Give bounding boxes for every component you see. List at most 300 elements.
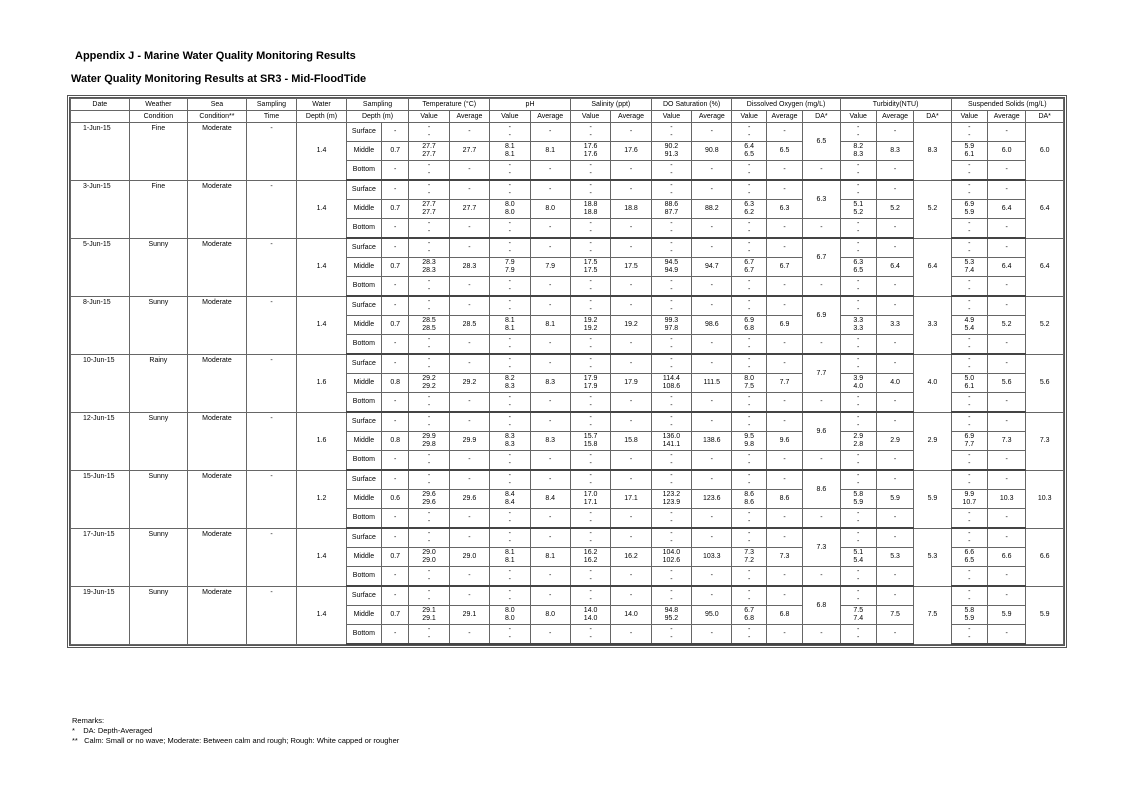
- cell-do-value: [732, 432, 766, 451]
- cell-temperature-average: -: [449, 412, 489, 432]
- cell-ph-average: -: [530, 393, 570, 413]
- cell-do-average: 7.7: [766, 374, 802, 393]
- cell-ss-value: [951, 606, 987, 625]
- cell-turbidity-value-line: 6.3: [853, 259, 864, 266]
- cell-turbidity-value-line: -: [857, 394, 860, 401]
- cell-ss-value-line: -: [968, 576, 971, 583]
- cell-turbidity-value-line: -: [857, 190, 860, 197]
- cell-do-value-line: -: [747, 298, 751, 305]
- cell-salinity-value-line: -: [589, 364, 592, 371]
- cell-turbidity-da: 8.3: [914, 123, 951, 181]
- cell-do-value-line: -: [747, 596, 751, 603]
- cell-do-saturation-value: [651, 316, 691, 335]
- cell-temperature-value-line: 29.1: [422, 607, 436, 614]
- cell-ss-value-line: 6.1: [964, 151, 975, 158]
- cell-do-value-line: 8.6: [744, 491, 755, 498]
- cell-salinity-value-line: -: [589, 356, 592, 363]
- header-do-average: Average: [766, 111, 802, 123]
- cell-temperature-value-line: 28.3: [422, 267, 436, 274]
- cell-do-saturation-average: -: [692, 528, 732, 548]
- cell-ss-average: -: [987, 335, 1025, 355]
- cell-turbidity-value-line: -: [857, 306, 860, 313]
- cell-do-da-bottom: -: [803, 277, 840, 297]
- cell-turbidity-average: -: [876, 123, 913, 142]
- cell-salinity-value-line: -: [589, 402, 592, 409]
- cell-ss-value-line: -: [968, 298, 971, 305]
- cell-do-saturation-value: [651, 374, 691, 393]
- cell-do-value: [732, 200, 766, 219]
- cell-ss-value: [951, 258, 987, 277]
- cell-ss-average: -: [987, 161, 1025, 181]
- cell-temperature-average: -: [449, 219, 489, 239]
- cell-turbidity-average: -: [876, 296, 913, 316]
- cell-ss-value-line: -: [968, 596, 971, 603]
- cell-temperature-value: [409, 354, 449, 374]
- cell-date: 3-Jun-15: [71, 180, 130, 238]
- cell-ph-value-line: 8.1: [504, 151, 515, 158]
- cell-turbidity-value-line: 5.8: [853, 491, 864, 498]
- cell-do-saturation-average: 123.6: [692, 490, 732, 509]
- cell-do-saturation-value-line: -: [670, 356, 673, 363]
- cell-salinity-average: -: [611, 354, 651, 374]
- cell-do-saturation-value: [651, 586, 691, 606]
- cell-turbidity-value: [840, 548, 876, 567]
- cell-do-saturation-value: [651, 509, 691, 529]
- cell-salinity-value-line: 17.9: [583, 383, 598, 390]
- cell-salinity-value-line: 17.1: [583, 499, 598, 506]
- header-salinity-average: Average: [611, 111, 651, 123]
- cell-salinity-value: [570, 335, 610, 355]
- cell-ss-da: 10.3: [1026, 470, 1064, 528]
- cell-ss-value-line: 6.9: [964, 433, 975, 440]
- header-do-value: Value: [732, 111, 766, 123]
- cell-ph-value-line: 8.4: [504, 491, 515, 498]
- cell-turbidity-value-line: -: [857, 452, 860, 459]
- cell-salinity-average: 16.2: [611, 548, 651, 567]
- cell-do-saturation-value-line: -: [670, 460, 673, 467]
- cell-do-value-line: -: [747, 472, 751, 479]
- cell-ss-average: -: [987, 625, 1025, 645]
- cell-turbidity-value: [840, 625, 876, 645]
- cell-do-saturation-value: [651, 354, 691, 374]
- header-do-saturation: DO Saturation (%): [651, 99, 732, 111]
- cell-ph-value: [490, 296, 530, 316]
- cell-do-value: [732, 296, 766, 316]
- cell-do-value: [732, 335, 766, 355]
- cell-ph-average: 8.1: [530, 316, 570, 335]
- cell-salinity-value: [570, 606, 610, 625]
- cell-ss-value-line: -: [968, 422, 971, 429]
- cell-turbidity-value-line: -: [857, 480, 860, 487]
- cell-weather: Fine: [129, 123, 188, 181]
- cell-salinity-average: -: [611, 180, 651, 200]
- cell-salinity-average: -: [611, 219, 651, 239]
- cell-turbidity-average: -: [876, 277, 913, 297]
- cell-turbidity-value-line: -: [857, 356, 860, 363]
- cell-turbidity-value-line: 7.4: [853, 615, 864, 622]
- cell-temperature-value-line: -: [427, 132, 431, 139]
- cell-weather: Sunny: [129, 470, 188, 528]
- cell-do-average: -: [766, 625, 802, 645]
- cell-do-saturation-value-line: 104.0: [662, 549, 681, 556]
- cell-ss-value-line: -: [968, 124, 971, 131]
- cell-ph-value: [490, 374, 530, 393]
- cell-do-value-line: -: [747, 480, 751, 487]
- cell-turbidity-value-line: -: [857, 220, 860, 227]
- cell-temperature-value: [409, 451, 449, 471]
- cell-do-value: [732, 490, 766, 509]
- cell-ss-value-line: -: [968, 278, 971, 285]
- cell-do-saturation-value-line: 91.3: [664, 151, 679, 158]
- cell-temperature-value: [409, 528, 449, 548]
- cell-temperature-value-line: -: [427, 518, 431, 525]
- cell-ph-value-line: -: [508, 452, 511, 459]
- cell-ph-value-line: -: [508, 132, 511, 139]
- cell-do-value-line: 8.0: [744, 375, 755, 382]
- cell-do-average: -: [766, 161, 802, 181]
- cell-turbidity-value: [840, 238, 876, 258]
- cell-do-saturation-average: -: [692, 219, 732, 239]
- cell-ph-average: 8.1: [530, 142, 570, 161]
- cell-ss-average: 6.6: [987, 548, 1025, 567]
- cell-ss-value: [951, 470, 987, 490]
- cell-ph-value: [490, 200, 530, 219]
- cell-do-value-line: -: [747, 518, 751, 525]
- cell-salinity-value-line: -: [589, 422, 592, 429]
- cell-turbidity-average: 5.9: [876, 490, 913, 509]
- cell-do-saturation-value-line: -: [670, 634, 673, 641]
- cell-salinity-value: [570, 490, 610, 509]
- cell-do-saturation-value-line: -: [670, 248, 673, 255]
- cell-do-saturation-average: 88.2: [692, 200, 732, 219]
- cell-temperature-value: [409, 625, 449, 645]
- cell-salinity-value-line: -: [589, 306, 592, 313]
- cell-salinity-value-line: 14.0: [583, 607, 598, 614]
- cell-turbidity-value: [840, 451, 876, 471]
- cell-turbidity-average: -: [876, 567, 913, 587]
- cell-do-average: 6.8: [766, 606, 802, 625]
- cell-sampling-depth: -: [382, 354, 409, 374]
- cell-temperature-value: [409, 490, 449, 509]
- cell-ss-value-line: -: [968, 472, 971, 479]
- cell-sea-condition: Moderate: [188, 354, 247, 412]
- cell-do-da: 6.7: [803, 238, 840, 277]
- cell-temperature-value-line: 29.6: [422, 499, 436, 506]
- cell-ss-value-line: -: [968, 626, 971, 633]
- cell-salinity-value-line: -: [589, 248, 592, 255]
- cell-turbidity-value-line: -: [857, 278, 860, 285]
- cell-do-average: -: [766, 567, 802, 587]
- cell-ph-value-line: -: [508, 596, 511, 603]
- cell-ph-value: [490, 509, 530, 529]
- cell-turbidity-value-line: 3.9: [853, 375, 864, 382]
- cell-turbidity-value: [840, 296, 876, 316]
- cell-salinity-value-line: -: [589, 530, 592, 537]
- cell-turbidity-da: 5.2: [914, 180, 951, 238]
- cell-turbidity-average: -: [876, 586, 913, 606]
- cell-do-saturation-value-line: -: [670, 306, 673, 313]
- header-time: Time: [246, 111, 297, 123]
- cell-ss-average: -: [987, 219, 1025, 239]
- cell-do-saturation-value-line: -: [670, 220, 673, 227]
- cell-temperature-average: -: [449, 277, 489, 297]
- cell-ph-average: -: [530, 567, 570, 587]
- table-row: [71, 296, 1064, 316]
- table-row: [71, 412, 1064, 432]
- cell-do-saturation-value: [651, 296, 691, 316]
- cell-turbidity-value-line: -: [857, 626, 860, 633]
- cell-do-value: [732, 567, 766, 587]
- cell-sampling-depth: 0.7: [382, 258, 409, 277]
- cell-do-saturation-average: 111.5: [692, 374, 732, 393]
- cell-do-saturation-average: -: [692, 625, 732, 645]
- cell-do-saturation-value-line: -: [670, 124, 673, 131]
- cell-turbidity-value: [840, 374, 876, 393]
- cell-do-saturation-average: -: [692, 586, 732, 606]
- cell-salinity-average: -: [611, 123, 651, 142]
- cell-salinity-value-line: 15.8: [583, 441, 598, 448]
- cell-temperature-value: [409, 393, 449, 413]
- cell-do-saturation-value-line: -: [670, 472, 673, 479]
- cell-turbidity-da: 3.3: [914, 296, 951, 354]
- cell-ph-value-line: 7.9: [504, 259, 515, 266]
- cell-turbidity-value-line: -: [857, 240, 860, 247]
- cell-temperature-average: 28.3: [449, 258, 489, 277]
- cell-ph-average: -: [530, 451, 570, 471]
- cell-temperature-value-line: -: [427, 634, 431, 641]
- cell-ss-value: [951, 200, 987, 219]
- cell-do-saturation-value-line: -: [670, 588, 673, 595]
- cell-do-value-line: -: [747, 634, 751, 641]
- cell-do-value-line: 6.8: [744, 615, 755, 622]
- cell-temperature-average: -: [449, 238, 489, 258]
- cell-salinity-value: [570, 161, 610, 181]
- cell-do-saturation-value-line: 99.3: [664, 317, 679, 324]
- cell-ph-average: -: [530, 277, 570, 297]
- cell-do-saturation-value-line: -: [670, 240, 673, 247]
- cell-ss-value-line: -: [968, 402, 971, 409]
- cell-temperature-value-line: -: [427, 460, 431, 467]
- cell-date: 10-Jun-15: [71, 354, 130, 412]
- cell-do-value-line: -: [747, 228, 751, 235]
- cell-do-average: -: [766, 412, 802, 432]
- header-dos-average: Average: [692, 111, 732, 123]
- cell-ph-value-line: 8.3: [504, 433, 515, 440]
- cell-temperature-value-line: -: [427, 422, 431, 429]
- cell-do-value-line: -: [747, 170, 751, 177]
- cell-temperature-value-line: -: [427, 306, 431, 313]
- table-row: [71, 123, 1064, 142]
- cell-ss-value-line: 5.4: [964, 325, 975, 332]
- cell-ph-average: -: [530, 412, 570, 432]
- cell-temperature-average: -: [449, 335, 489, 355]
- cell-do-average: -: [766, 277, 802, 297]
- cell-sampling-depth: -: [382, 123, 409, 142]
- cell-turbidity-value: [840, 393, 876, 413]
- header-water-depth-unit: Depth (m): [297, 111, 346, 123]
- cell-do-average: 6.5: [766, 142, 802, 161]
- cell-ss-value: [951, 567, 987, 587]
- cell-do-saturation-value-line: -: [670, 414, 673, 421]
- cell-weather: Sunny: [129, 238, 188, 296]
- cell-do-saturation-value: [651, 567, 691, 587]
- cell-turbidity-value: [840, 412, 876, 432]
- cell-level: Middle: [346, 548, 381, 567]
- cell-do-saturation-value-line: 95.2: [664, 615, 679, 622]
- cell-do-value-line: -: [747, 568, 751, 575]
- cell-salinity-value-line: 18.8: [583, 201, 598, 208]
- cell-salinity-value-line: -: [589, 472, 592, 479]
- cell-water-depth: 1.6: [297, 412, 346, 470]
- cell-do-value: [732, 393, 766, 413]
- cell-level: Middle: [346, 142, 381, 161]
- appendix-title: Appendix J - Marine Water Quality Monitoring Results: [75, 50, 356, 62]
- cell-turbidity-value-line: -: [857, 402, 860, 409]
- cell-salinity-value-line: -: [589, 286, 592, 293]
- cell-ph-value-line: 8.1: [504, 317, 515, 324]
- cell-level: Middle: [346, 316, 381, 335]
- cell-do-saturation-value-line: -: [670, 298, 673, 305]
- cell-temperature-value-line: -: [427, 452, 431, 459]
- header-turb-value: Value: [840, 111, 876, 123]
- cell-temperature-value-line: 28.3: [422, 259, 436, 266]
- cell-do-value-line: -: [747, 538, 751, 545]
- cell-temperature-value-line: -: [427, 344, 431, 351]
- cell-ss-value: [951, 393, 987, 413]
- header-turb-da: DA*: [914, 111, 951, 123]
- cell-temperature-value: [409, 219, 449, 239]
- cell-ss-value: [951, 625, 987, 645]
- cell-ss-da: 6.4: [1026, 180, 1064, 238]
- cell-ph-value-line: -: [508, 414, 511, 421]
- cell-salinity-value-line: -: [589, 460, 592, 467]
- cell-do-value-line: -: [747, 626, 751, 633]
- cell-do-saturation-value-line: 123.2: [662, 491, 681, 498]
- table-row: [71, 586, 1064, 606]
- cell-ss-average: -: [987, 509, 1025, 529]
- cell-salinity-value-line: 18.8: [583, 209, 598, 216]
- cell-ph-value-line: -: [508, 626, 511, 633]
- cell-ss-value-line: -: [968, 364, 971, 371]
- cell-do-da-bottom: -: [803, 393, 840, 413]
- cell-do-saturation-value: [651, 470, 691, 490]
- cell-do-average: 6.7: [766, 258, 802, 277]
- cell-ph-value-line: -: [508, 298, 511, 305]
- cell-do-value-line: -: [747, 132, 751, 139]
- cell-ph-value: [490, 123, 530, 142]
- cell-salinity-average: 18.8: [611, 200, 651, 219]
- cell-temperature-value-line: 29.2: [422, 383, 436, 390]
- cell-ss-value: [951, 432, 987, 451]
- cell-ph-average: 8.0: [530, 200, 570, 219]
- cell-sampling-time: -: [246, 238, 297, 296]
- cell-temperature-value-line: -: [427, 162, 431, 169]
- cell-ss-value: [951, 509, 987, 529]
- cell-do-average: -: [766, 296, 802, 316]
- cell-temperature-value-line: -: [427, 414, 431, 421]
- cell-ss-average: 6.4: [987, 258, 1025, 277]
- cell-ph-value-line: 8.1: [504, 557, 515, 564]
- cell-level: Bottom: [346, 451, 381, 471]
- cell-ss-value-line: -: [968, 530, 971, 537]
- cell-do-value-line: -: [747, 510, 751, 517]
- cell-weather: Rainy: [129, 354, 188, 412]
- cell-turbidity-average: -: [876, 625, 913, 645]
- cell-temperature-value-line: -: [427, 248, 431, 255]
- cell-ph-value: [490, 567, 530, 587]
- cell-ph-value-line: -: [508, 124, 511, 131]
- cell-turbidity-value: [840, 180, 876, 200]
- cell-do-saturation-average: 103.3: [692, 548, 732, 567]
- cell-sea-condition: Moderate: [188, 528, 247, 586]
- cell-salinity-average: 15.8: [611, 432, 651, 451]
- cell-weather: Fine: [129, 180, 188, 238]
- cell-level: Bottom: [346, 277, 381, 297]
- cell-ph-value: [490, 354, 530, 374]
- cell-ph-value: [490, 258, 530, 277]
- cell-do-saturation-value-line: -: [670, 228, 673, 235]
- cell-salinity-value: [570, 586, 610, 606]
- cell-salinity-value-line: -: [589, 220, 592, 227]
- cell-do-average: 9.6: [766, 432, 802, 451]
- cell-temperature-value-line: 29.2: [422, 375, 436, 382]
- cell-do-value-line: 8.6: [744, 499, 755, 506]
- cell-ph-value-line: 8.4: [504, 499, 515, 506]
- header-sea: Sea: [188, 99, 247, 111]
- cell-ss-average: 5.2: [987, 316, 1025, 335]
- cell-temperature-value-line: -: [427, 480, 431, 487]
- cell-weather: Sunny: [129, 586, 188, 644]
- cell-ph-value-line: -: [508, 248, 511, 255]
- cell-turbidity-value-line: -: [857, 472, 860, 479]
- cell-sampling-time: -: [246, 412, 297, 470]
- cell-turbidity-value: [840, 200, 876, 219]
- cell-do-average: 8.6: [766, 490, 802, 509]
- header-temperature: Temperature (°C): [409, 99, 490, 111]
- header-ss-da: DA*: [1026, 111, 1064, 123]
- cell-turbidity-da: 6.4: [914, 238, 951, 296]
- cell-do-saturation-value: [651, 238, 691, 258]
- cell-temperature-average: -: [449, 296, 489, 316]
- cell-ph-value-line: -: [508, 364, 511, 371]
- cell-ph-value-line: 8.3: [504, 441, 515, 448]
- cell-salinity-average: 19.2: [611, 316, 651, 335]
- cell-temperature-value: [409, 335, 449, 355]
- header-date: Date: [71, 99, 130, 111]
- cell-do-saturation-value-line: -: [670, 510, 673, 517]
- cell-do-value-line: 6.2: [744, 209, 755, 216]
- cell-ph-value: [490, 606, 530, 625]
- cell-turbidity-value-line: 2.8: [853, 441, 864, 448]
- cell-do-saturation-average: -: [692, 238, 732, 258]
- header-turbidity: Turbidity(NTU): [840, 99, 951, 111]
- cell-do-value-line: -: [747, 530, 751, 537]
- cell-do-value-line: -: [747, 336, 751, 343]
- cell-salinity-value: [570, 548, 610, 567]
- cell-date: 17-Jun-15: [71, 528, 130, 586]
- header-weather: Weather: [129, 99, 188, 111]
- cell-ss-value-line: -: [968, 518, 971, 525]
- cell-do-value: [732, 548, 766, 567]
- cell-level: Surface: [346, 238, 381, 258]
- cell-do-saturation-value-line: 90.2: [664, 143, 679, 150]
- cell-turbidity-value-line: 3.3: [853, 317, 864, 324]
- cell-ss-value-line: 9.9: [964, 491, 975, 498]
- cell-ss-value-line: 10.7: [962, 499, 977, 506]
- cell-temperature-average: 29.1: [449, 606, 489, 625]
- cell-ph-average: 8.3: [530, 374, 570, 393]
- cell-do-value-line: -: [747, 124, 751, 131]
